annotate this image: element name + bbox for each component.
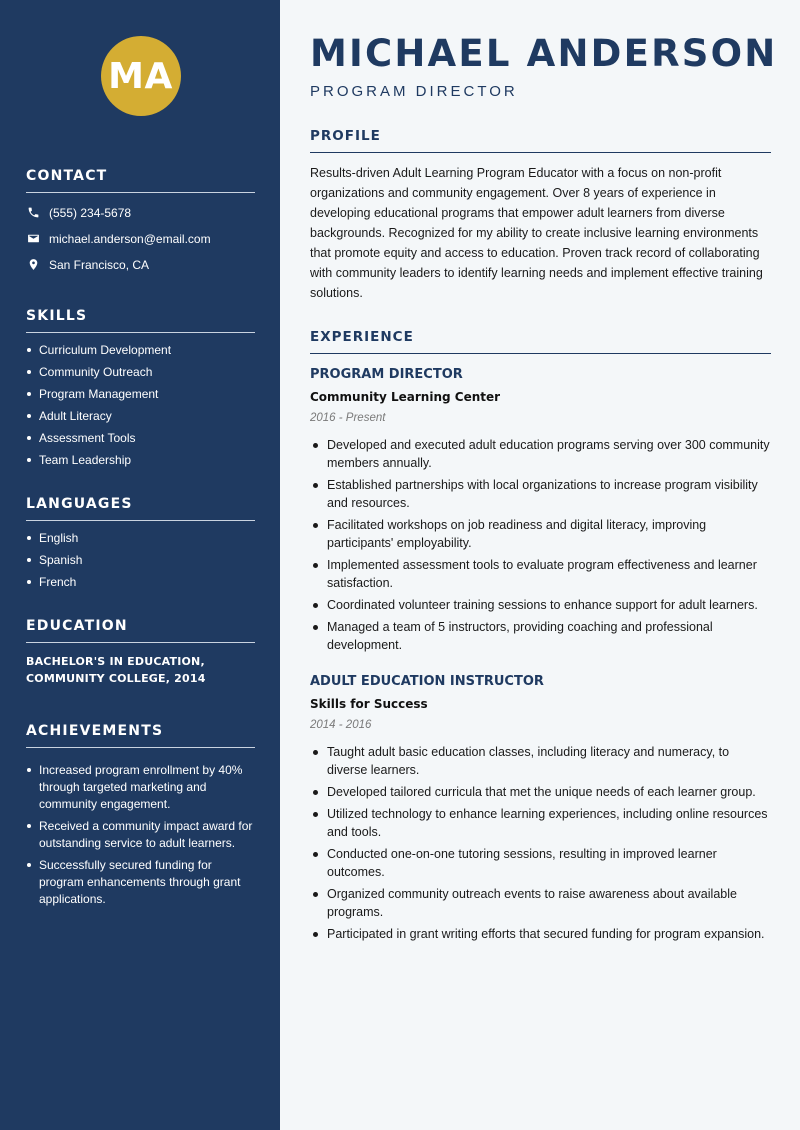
list-item: Utilized technology to enhance learning experiences, including online resources and tools. bbox=[310, 805, 771, 841]
job-title: PROGRAM DIRECTOR bbox=[310, 367, 463, 382]
list-item: Adult Literacy bbox=[26, 409, 255, 423]
education-entry bbox=[26, 653, 255, 687]
skills-heading: SKILLS bbox=[26, 308, 255, 333]
job-bullets bbox=[310, 743, 771, 943]
achievements-heading: ACHIEVEMENTS bbox=[26, 723, 255, 748]
list-item: Developed tailored curricula that met the unique needs of each learner group. bbox=[310, 783, 771, 801]
list-item: Participated in grant writing efforts that secured funding for program expansion. bbox=[310, 925, 771, 943]
list-item: Received a community impact award for outstanding service to adult learners. bbox=[26, 818, 255, 852]
job-title: ADULT EDUCATION INSTRUCTOR bbox=[310, 674, 544, 689]
list-item: Facilitated workshops on job readiness and digital literacy, improving participants' employability. bbox=[310, 516, 771, 552]
list-item: French bbox=[26, 575, 255, 589]
profile-heading: PROFILE bbox=[310, 128, 771, 153]
profile-text: Results-driven Adult Learning Program Educator with a focus on non-profit organizations and community engagement. Over 8 years of experience in developing educational programs that empower adult learners from diverse backgrounds. Recognized for my ability to create inclusive learning environments that promote equity and access to education. Proven track record of collaborating with community leaders to identify learning needs and implement effective training solutions. bbox=[310, 166, 763, 300]
email-icon bbox=[26, 232, 40, 246]
location-pin-icon bbox=[26, 258, 40, 272]
languages-section bbox=[26, 496, 255, 589]
avatar bbox=[101, 36, 181, 116]
phone-icon bbox=[26, 206, 40, 220]
list-item: Program Management bbox=[26, 387, 255, 401]
list-item: Taught adult basic education classes, including literacy and numeracy, to diverse learners. bbox=[310, 743, 771, 779]
list-item: Conducted one-on-one tutoring sessions, resulting in improved learner outcomes. bbox=[310, 845, 771, 881]
languages-list bbox=[26, 531, 255, 589]
location-text: San Francisco, CA bbox=[49, 257, 150, 272]
list-item: Curriculum Development bbox=[26, 343, 255, 357]
avatar-initials: MA bbox=[108, 55, 173, 97]
list-item: Increased program enrollment by 40% through targeted marketing and community engagement. bbox=[26, 762, 255, 813]
skills-section bbox=[26, 308, 255, 467]
job-company: Skills for Success bbox=[310, 697, 428, 711]
list-item: Assessment Tools bbox=[26, 431, 255, 445]
job-bullets bbox=[310, 436, 771, 654]
education-heading: EDUCATION bbox=[26, 618, 255, 643]
list-item: Organized community outreach events to raise awareness about available programs. bbox=[310, 885, 771, 921]
achievements-section bbox=[26, 723, 255, 908]
candidate-role: PROGRAM DIRECTOR bbox=[310, 83, 518, 100]
languages-heading: LANGUAGES bbox=[26, 496, 255, 521]
skills-list bbox=[26, 343, 255, 467]
list-item: Developed and executed adult education programs serving over 300 community members annually. bbox=[310, 436, 771, 472]
sidebar bbox=[0, 0, 280, 1130]
job-company: Community Learning Center bbox=[310, 390, 501, 404]
list-item: Managed a team of 5 instructors, providing coaching and professional development. bbox=[310, 618, 771, 654]
list-item: Community Outreach bbox=[26, 365, 255, 379]
candidate-name: MICHAEL ANDERSON bbox=[310, 32, 778, 75]
list-item: English bbox=[26, 531, 255, 545]
list-item: Team Leadership bbox=[26, 453, 255, 467]
email-text: michael.anderson@email.com bbox=[49, 231, 211, 246]
list-item: Spanish bbox=[26, 553, 255, 567]
list-item: Established partnerships with local organizations to increase program visibility and resources. bbox=[310, 476, 771, 512]
contact-section bbox=[26, 168, 255, 272]
contact-email bbox=[26, 231, 255, 246]
education-degree: BACHELOR'S IN EDUCATION, bbox=[26, 655, 205, 668]
experience-heading: EXPERIENCE bbox=[310, 329, 771, 354]
phone-text: (555) 234-5678 bbox=[49, 205, 132, 220]
education-school: COMMUNITY COLLEGE, 2014 bbox=[26, 672, 206, 685]
job-entry bbox=[310, 674, 771, 943]
list-item: Successfully secured funding for program enhancements through grant applications. bbox=[26, 857, 255, 908]
list-item: Coordinated volunteer training sessions to enhance support for adult learners. bbox=[310, 596, 771, 614]
achievements-list bbox=[26, 762, 255, 908]
contact-phone bbox=[26, 205, 255, 220]
job-dates: 2016 - Present bbox=[310, 412, 386, 424]
job-dates: 2014 - 2016 bbox=[310, 719, 372, 731]
main-content bbox=[310, 0, 778, 947]
education-section bbox=[26, 618, 255, 687]
contact-heading: CONTACT bbox=[26, 168, 255, 193]
job-entry bbox=[310, 367, 771, 654]
list-item: Implemented assessment tools to evaluate program effectiveness and learner satisfaction. bbox=[310, 556, 771, 592]
contact-location bbox=[26, 257, 255, 272]
